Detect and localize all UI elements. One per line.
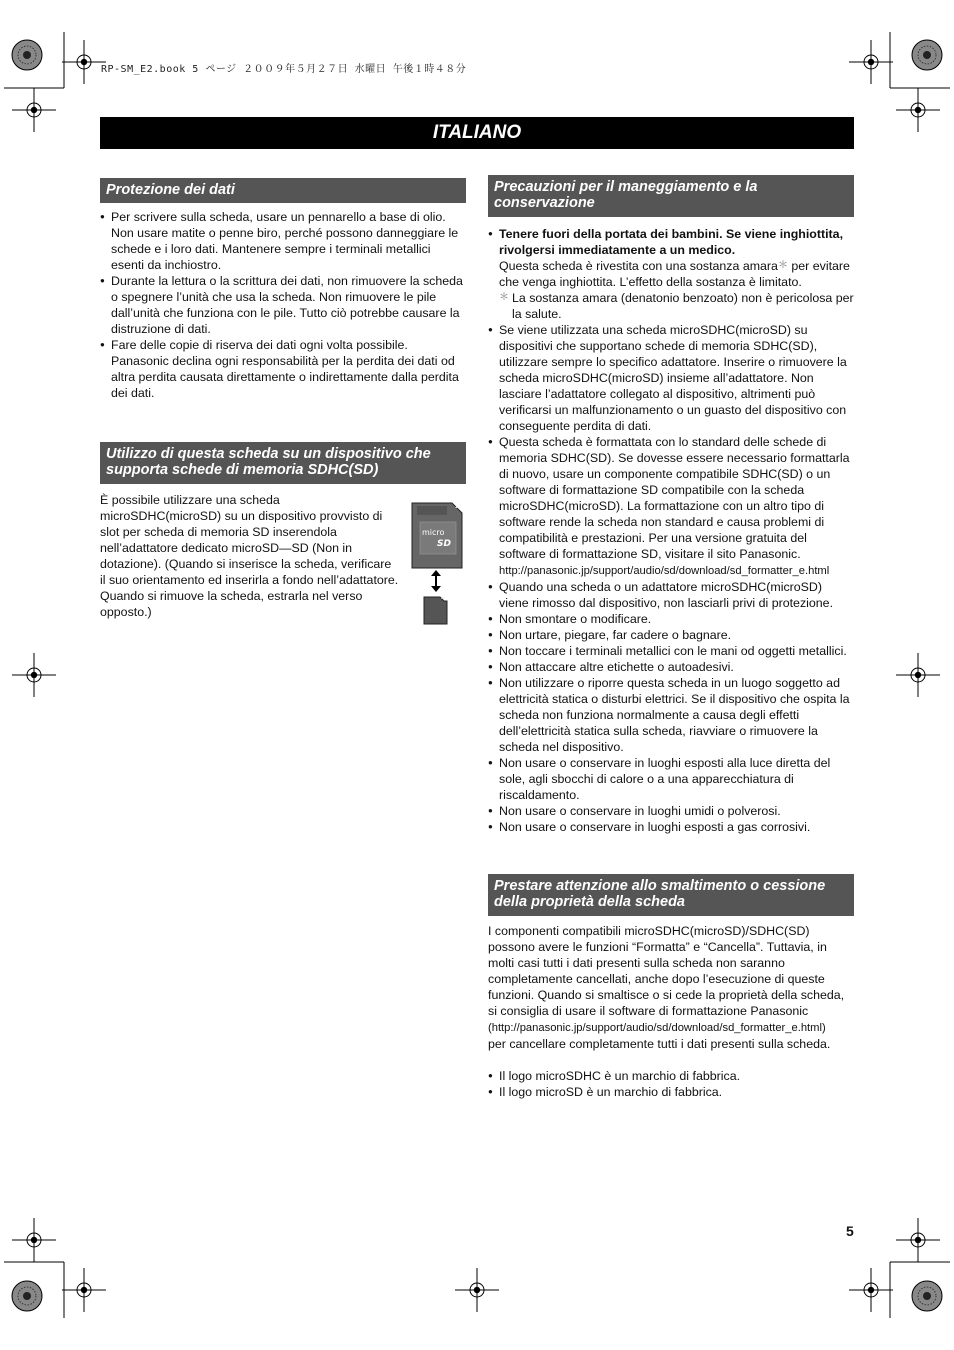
paragraph-text: per cancellare completamente tutti i dati presenti sulla scheda. [488, 1037, 831, 1051]
list-item [488, 434, 854, 579]
list-item: ● Fare delle copie di riserva dei dati ogni volta possibile. Panasonic declina ogni responsabilità per la perdita dei dati od altra perdita causata direttamente o indirettamente dalla perdita dei dati. [100, 337, 466, 401]
list-item: ● Non toccare i terminali metallici con le mani od oggetti metallici. [488, 643, 854, 659]
formatter-url: (http://panasonic.jp/support/audio/sd/download/sd_formatter_e.html) [488, 1022, 826, 1034]
list-item: ● Durante la lettura o la scrittura dei dati, non rimuovere la scheda o spegnere l’unità che usa la scheda. Non rimuovere le pile dall’unità che funziona con le pile. Tutto ciò potrebbe causare la distruzione di dati. [100, 273, 466, 337]
footnote [499, 290, 854, 322]
adapter-card-icon [410, 500, 464, 626]
list-item: ● Non smontare o modificare. [488, 611, 854, 627]
microsd-adapter-illustration [410, 500, 464, 626]
list-item: ● Non usare o conservare in luoghi esposti alla luce diretta del sole, agli sbocchi di calore o a una apparecchiatura di riscaldamento. [488, 755, 854, 803]
section-paragraph [488, 923, 854, 1052]
list-item: ● Il logo microSDHC è un marchio di fabbrica. [488, 1068, 854, 1084]
footnote-text: La sostanza amara (denatonio benzoato) non è pericolosa per la salute. [512, 291, 854, 321]
list-item-text: Questa scheda è rivestita con una sostanza amara [499, 259, 778, 273]
list-item-text: Questa scheda è formattata con lo standard delle schede di memoria SDHC(SD). Se dovesse essere necessario formattarla di nuovo, usare un componente compatibile SDHC(SD) o un software di formattazione SD compatibile con la scheda microSDHC(microSD). La formattazione con un altro tipo di software rende la scheda non standard e causa problemi di compatibilità e prestazioni. Per una versione gratuita del software di formattazione SD, visitare il sito Panasonic. [499, 435, 850, 561]
formatter-url: http://panasonic.jp/support/audio/sd/download/sd_formatter_e.html [499, 565, 830, 577]
list-item [488, 226, 854, 322]
list-item: ● Non usare o conservare in luoghi umidi o polverosi. [488, 803, 854, 819]
section-paragraph: È possibile utilizzare una scheda microSDHC(microSD) su un dispositivo provvisto di slot per scheda di memoria SD inserendola nell’adattatore dedicato microSD—SD (Non in dotazione). (Quando si inserisce la scheda, verificare il suo orientamento ed inserirla a fondo nell’adattatore. Quando si rimuove la scheda, estrarla nel verso opposto.) [100, 493, 399, 619]
section-utilizzo [100, 442, 466, 620]
list-item: ● Non attaccare altre etichette o autoadesivi. [488, 659, 854, 675]
footnote-marker: ＊ [777, 260, 788, 271]
section-heading: Utilizzo di questa scheda su un dispositivo che supporta schede di memoria SDHC(SD) [100, 442, 466, 484]
paragraph-text: I componenti compatibili microSDHC(microSD)/SDHC(SD) possono avere le funzioni “Formatta” e “Cancella”. Tuttavia, in molti casi tutti i dati presenti sulla scheda non saranno completamente cancellati, anche dopo l’esecuzione di queste funzioni. Quando si smaltisce o si cede la proprietà della scheda, si consiglia di usare il software di formattazione Panasonic [488, 924, 845, 1018]
page-number: 5 [846, 1223, 854, 1239]
adapter-logo-bottom: SD [437, 539, 451, 549]
list-item: ● Non urtare, piegare, far cadere o bagnare. [488, 627, 854, 643]
list-item-text: per evitare che venga inghiottita. L’effetto della sostanza è limitato. [499, 259, 850, 289]
list-item: ● Non usare o conservare in luoghi esposti a gas corrosivi. [488, 819, 854, 835]
section-heading: Protezione dei dati [100, 178, 466, 203]
list-item: ● Non utilizzare o riporre questa scheda in un luogo soggetto ad elettricità statica o disturbi elettrici. Se il dispositivo che ospita la scheda non funziona normalmente a causa degli effetti dell’elettricità statica sulla scheda, riavviare o rimuovere la scheda nel dispositivo. [488, 675, 854, 755]
list-item: ● Per scrivere sulla scheda, usare un pennarello a base di olio. Non usare matite o penne biro, perché possono danneggiare le schede e i loro dati. Mantenere sempre i terminali metallici esenti da inchiostro. [100, 209, 466, 273]
footnote-marker: ＊ [499, 292, 509, 303]
page-title: ITALIANO [100, 117, 854, 149]
section-smaltimento [488, 874, 854, 1100]
running-header: RP-SM_E2.book 5 ページ ２００９年５月２７日 水曜日 午後１時４８分 [101, 64, 467, 75]
section-heading: Precauzioni per il maneggiamento e la conservazione [488, 175, 854, 217]
section-precauzioni [488, 175, 854, 835]
trademark-list [488, 1068, 854, 1100]
list-item: ● Se viene utilizzata una scheda microSDHC(microSD) su dispositivi che supportano schede di memoria SDHC(SD), utilizzare sempre lo specifico adattatore. Inserire o rimuovere la scheda microSDHC(microSD) insieme all’adattatore. Non lasciare l’adattatore collegato al dispositivo, altrimenti può verificarsi un malfunzionamento o un guasto del dispositivo con conseguente perdita di dati. [488, 322, 854, 434]
list-item: ● Quando una scheda o un adattatore microSDHC(microSD) viene rimosso dal dispositivo, non lasciarli privi di protezione. [488, 579, 854, 611]
bullet-list [100, 209, 466, 401]
warning-bold: Tenere fuori della portata dei bambini. Se viene inghiottita, rivolgersi immediatamente a un medico. [499, 227, 844, 257]
section-protezione [100, 178, 466, 401]
section-heading: Prestare attenzione allo smaltimento o cessione della proprietà della scheda [488, 874, 854, 916]
bullet-list [488, 226, 854, 835]
list-item: ● Il logo microSD è un marchio di fabbrica. [488, 1084, 854, 1100]
adapter-logo-top: micro [422, 528, 445, 537]
